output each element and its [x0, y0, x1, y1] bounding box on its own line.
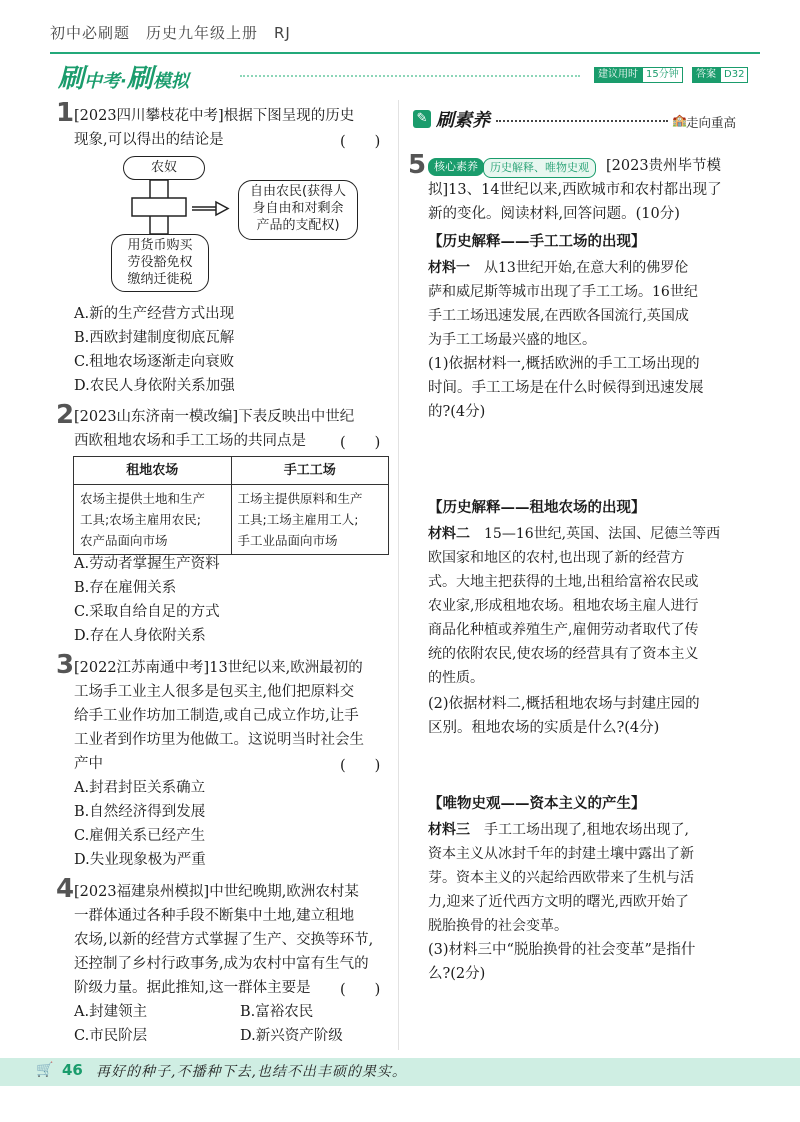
q4-line: 一群体通过各种手段不断集中土地,建立租地	[74, 908, 355, 924]
table-header: 租地农场	[74, 457, 232, 485]
answer-paren: ( )	[340, 134, 381, 150]
q1-line: 现象,可以得出的结论是	[74, 132, 224, 148]
sub-question: 的?(4分)	[428, 404, 486, 420]
subsection-heading: 【历史解释——手工工场的出现】	[428, 233, 646, 250]
q3-line: 产中	[74, 756, 103, 772]
school-icon: 🏫	[672, 113, 687, 127]
q5-intro: 新的变化。阅读材料,回答问题。(10分)	[428, 206, 680, 222]
footer-motto: 再好的种子,不播种下去,也结不出丰硕的果实。	[96, 1064, 407, 1080]
comparison-table	[73, 456, 389, 555]
option: A.新的生产经营方式出现	[74, 306, 235, 322]
material-text: 式。大地主把获得的土地,出租给富裕农民或	[428, 574, 699, 590]
question-number: 3	[56, 650, 75, 680]
material-text: 手工工场出现了,租地农场出现了,	[484, 822, 689, 838]
table-header: 手工工场	[231, 457, 389, 485]
q4-line: 阶级力量。据此推知,这一群体主要是	[74, 980, 311, 996]
option: B.西欧封建制度彻底瓦解	[74, 330, 235, 346]
q3-line: 工业者到作坊里为他做工。这说明当时社会生	[74, 732, 364, 748]
q1-line: [2023四川攀枝花中考]根据下图呈现的历史	[74, 108, 355, 124]
core-literacy-tag: 核心素养	[428, 158, 484, 176]
section-icon: ✎	[413, 110, 431, 128]
material-text: 欧国家和地区的农村,也出现了新的经营方	[428, 550, 685, 566]
time-value: 15分钟	[642, 67, 683, 83]
diagram-payment: 用货币购买 劳役豁免权 缴纳迁徙税	[111, 234, 209, 292]
diagram-serf: 农奴	[123, 156, 205, 180]
banner-dots	[240, 75, 580, 77]
sub-question: 么?(2分)	[428, 966, 486, 982]
material-text: 商品化种植或养殖生产,雇佣劳动者取代了传	[428, 622, 699, 638]
question-number: 2	[56, 400, 75, 430]
material-text: 农业家,形成租地农场。租地农场主雇人进行	[428, 598, 699, 614]
section-title: 刷素养	[436, 110, 490, 131]
page-number: 46	[62, 1061, 83, 1079]
option: A.封君封臣关系确立	[74, 780, 206, 796]
option: D.失业现象极为严重	[74, 852, 206, 868]
answer-paren: ( )	[340, 982, 381, 998]
diagram-free-peasant: 自由农民(获得人 身自由和对剩余 产品的支配权)	[238, 180, 358, 240]
q3-line: 给手工业作坊加工制造,或自己成立作坊,让手	[74, 708, 359, 724]
question-number: 5	[408, 150, 427, 180]
option: C.采取自给自足的方式	[74, 604, 220, 620]
material-text: 芽。资本主义的兴起给西欧带来了生机与活	[428, 870, 694, 886]
q3-line: [2022江苏南通中考]13世纪以来,欧洲最初的	[74, 660, 363, 676]
sub-question: (2)依据材料二,概括租地农场与封建庄园的	[428, 696, 700, 712]
sub-question: 时间。手工工场是在什么时候得到迅速发展	[428, 380, 704, 396]
material-text: 15—16世纪,英国、法国、尼德兰等西	[484, 526, 721, 542]
column-divider	[398, 100, 399, 1050]
answer-space[interactable]	[428, 742, 748, 790]
answer-paren: ( )	[340, 758, 381, 774]
subsection-heading: 【唯物史观——资本主义的产生】	[428, 795, 646, 812]
material-text: 萨和威尼斯等城市出现了手工工场。16世纪	[428, 284, 698, 300]
header-divider	[50, 52, 760, 54]
option: C.市民阶层	[74, 1028, 148, 1044]
material-text: 的性质。	[428, 670, 484, 686]
subsection-heading: 【历史解释——租地农场的出现】	[428, 499, 646, 516]
q2-line: [2023山东济南一模改编]下表反映出中世纪	[74, 409, 355, 425]
option: D.新兴资产阶级	[240, 1028, 343, 1044]
sub-question: 区别。租地农场的实质是什么?(4分)	[428, 720, 660, 736]
material-text: 统的依附农民,使农场的经营具有了资本主义	[428, 646, 699, 662]
table-cell: 农场主提供土地和生产 工具;农场主雇用农民; 农产品面向市场	[74, 485, 232, 555]
cart-icon: 🛒	[36, 1062, 54, 1078]
answer-value: D32	[720, 67, 748, 83]
material-text: 资本主义从冰封千年的封建土壤中露出了新	[428, 846, 694, 862]
material-label: 材料二	[428, 526, 470, 542]
section-dots	[496, 120, 668, 122]
q2-line: 西欧租地农场和手工工场的共同点是	[74, 433, 306, 449]
material-label: 材料三	[428, 822, 470, 838]
sub-question: (3)材料三中“脱胎换骨的社会变革”是指什	[428, 942, 696, 958]
literacy-topic-tag: 历史解释、唯物史观	[483, 158, 596, 178]
option: C.雇佣关系已经产生	[74, 828, 206, 844]
option: C.租地农场逐渐走向衰败	[74, 354, 235, 370]
answer-paren: ( )	[340, 435, 381, 451]
section-right-label: 走向重高	[686, 115, 737, 130]
table-cell: 工场主提供原料和生产 工具;工场主雇用工人; 手工业品面向市场	[231, 485, 389, 555]
answer-space[interactable]	[428, 426, 748, 492]
option: D.存在人身依附关系	[74, 628, 206, 644]
material-label: 材料一	[428, 260, 470, 276]
material-text: 力,迎来了近代西方文明的曙光,西欧开始了	[428, 894, 689, 910]
q3-line: 工场手工业主人很多是包买主,他们把原料交	[74, 684, 355, 700]
q4-line: 农场,以新的经营方式掌握了生产、交换等环节,	[74, 932, 374, 948]
material-text: 为手工工场最兴盛的地区。	[428, 332, 596, 348]
question-number: 1	[56, 98, 75, 128]
section-banner: 刷中考·刷模拟	[58, 64, 189, 94]
option: A.劳动者掌握生产资料	[74, 556, 220, 572]
book-title: 初中必刷题 历史九年级上册 RJ	[50, 24, 291, 42]
q4-line: 还控制了乡村行政事务,成为农村中富有生气的	[74, 956, 369, 972]
material-text: 从13世纪开始,在意大利的佛罗伦	[484, 260, 689, 276]
q5-intro: 拟]13、14世纪以来,西欧城市和农村都出现了	[428, 182, 722, 198]
option: B.自然经济得到发展	[74, 804, 206, 820]
option: B.富裕农民	[240, 1004, 314, 1020]
answer-label: 答案	[692, 67, 720, 83]
material-text: 手工工场迅速发展,在西欧各国流行,英国成	[428, 308, 689, 324]
time-label: 建议用时	[594, 67, 642, 83]
q4-line: [2023福建泉州模拟]中世纪晚期,欧洲农村某	[74, 884, 359, 900]
option: A.封建领主	[74, 1004, 148, 1020]
sub-question: (1)依据材料一,概括欧洲的手工工场出现的	[428, 356, 700, 372]
option: B.存在雇佣关系	[74, 580, 177, 596]
material-text: 脱胎换骨的社会变革。	[428, 918, 568, 934]
answer-space[interactable]	[428, 988, 748, 1048]
option: D.农民人身依附关系加强	[74, 378, 235, 394]
q5-intro: [2023贵州毕节模	[606, 158, 722, 174]
plus-arrow-diagram	[130, 180, 240, 240]
question-number: 4	[56, 874, 75, 904]
